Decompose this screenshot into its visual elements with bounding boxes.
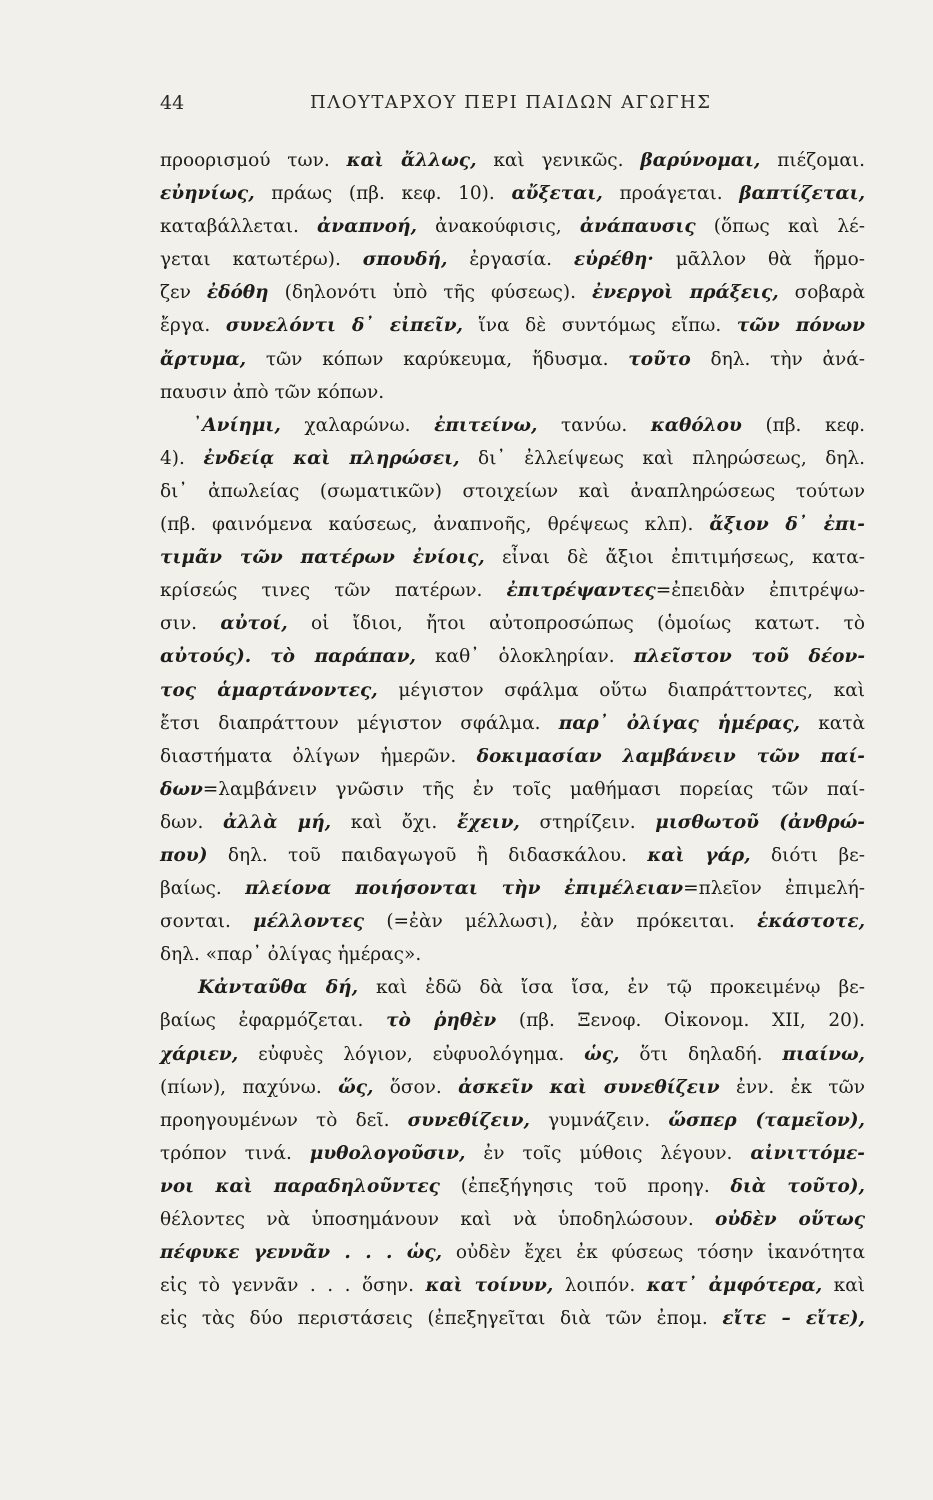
- text-line: [160, 144, 865, 177]
- text-line: [160, 1038, 865, 1071]
- gloss-text: ἐν τοῖς μύθοις λέγουν.: [465, 1142, 751, 1164]
- gloss-text: [251, 646, 270, 667]
- gloss-text: βαίως ἐφαρμόζεται.: [160, 1010, 387, 1032]
- text-line: [160, 442, 865, 475]
- gloss-text: καὶ ἐδῶ δὰ ἴσα ἴσα, ἐν τῷ προκειμένῳ βε-: [358, 977, 866, 999]
- headword: εἴτε – εἴτε),: [722, 1308, 865, 1330]
- text-line: [160, 1236, 865, 1269]
- gloss-text: σοβαρὰ: [778, 282, 865, 304]
- gloss-text: γεται κατωτέρω).: [160, 249, 363, 271]
- headword: ἐπιτείνω,: [434, 414, 538, 436]
- gloss-text: δηλ. «παρ᾽ ὀλίγας ἡμέρας».: [160, 944, 422, 966]
- headword: ἑκάστοτε,: [757, 911, 866, 933]
- gloss-text: γυμνάζειν.: [529, 1109, 669, 1131]
- gloss-text: παυσιν ἀπὸ τῶν κόπων.: [160, 381, 385, 403]
- headword: πλείονα ποιήσονται τὴν ἐπιμέλειαν: [245, 878, 684, 900]
- headword: οὐδὲν οὕτως: [715, 1209, 866, 1230]
- headword: ὥσπερ (ταμεῖον),: [668, 1109, 865, 1131]
- gloss-text: ἀνακούφισις,: [416, 216, 580, 238]
- page-number: 44: [160, 92, 185, 114]
- gloss-text: λοιπόν.: [553, 1275, 647, 1297]
- headword: ἔχειν,: [456, 811, 520, 833]
- gloss-text: τρόπον τινά.: [160, 1142, 310, 1164]
- text-line: [160, 1302, 865, 1335]
- headword: πιαίνω,: [782, 1043, 865, 1065]
- text-line: [160, 740, 865, 773]
- headword: ἀναπνοή,: [317, 216, 417, 238]
- headword: ἐνδείᾳ καὶ πληρώσει,: [203, 447, 460, 469]
- gloss-text: οἱ ἴδιοι, ἤτοι αὐτοπροσώπως (ὁμοίως κατωτ. τὸ: [287, 613, 865, 635]
- gloss-text: (πίων), παχύνω.: [160, 1076, 339, 1098]
- headword: τοῦτο: [628, 348, 691, 370]
- gloss-text: καὶ γενικῶς.: [476, 150, 641, 171]
- text-line: [160, 707, 865, 740]
- text-line: [160, 177, 865, 210]
- gloss-text: οὐδὲν ἔχει ἐκ φύσεως τόσην ἱκανότητα: [442, 1242, 866, 1264]
- gloss-text: ζεν: [160, 282, 207, 304]
- gloss-text: δι᾽ ἀπωλείας (σωματικῶν) στοιχείων καὶ ἀναπληρώσεως τούτων: [160, 480, 865, 502]
- headword: καὶ γάρ,: [647, 844, 751, 866]
- text-line: [160, 1004, 865, 1037]
- headword: βαπτίζεται,: [739, 183, 866, 205]
- gloss-text: =λαμβάνειν γνῶσιν τῆς ἐν τοῖς μαθήμασι πορείας τῶν παί-: [202, 778, 865, 800]
- headword: ἀσκεῖν καὶ συνεθίζειν: [458, 1076, 720, 1098]
- gloss-text: δηλ. τὴν ἀνά-: [690, 348, 865, 370]
- headword: βαρύνομαι,: [640, 150, 761, 171]
- text-line: [160, 243, 865, 276]
- text-line: [160, 409, 865, 442]
- gloss-text: εἰς τὰς δύο περιστάσεις (ἐπεξηγεῖται διὰ τῶν ἐπομ.: [160, 1308, 723, 1330]
- gloss-text: (ὅπως καὶ λέ-: [695, 216, 865, 238]
- headword: συνελόντι δ᾽ εἰπεῖν,: [225, 315, 463, 337]
- text-line: [160, 1071, 865, 1104]
- text-line: [160, 839, 865, 872]
- text-line: [160, 210, 865, 243]
- gloss-text: (δηλονότι ὑπὸ τῆς φύσεως).: [268, 282, 592, 304]
- gloss-text: εὐφυὲς λόγιον, εὐφυολόγημα.: [238, 1043, 585, 1065]
- headword: νοι καὶ παραδηλοῦντες: [160, 1175, 440, 1197]
- headword: αὐτοί,: [220, 613, 288, 635]
- gloss-text: διαστήματα ὀλίγων ἡμερῶν.: [160, 745, 477, 767]
- gloss-text: (πβ. κεφ.: [741, 414, 866, 436]
- page-header: [160, 92, 780, 122]
- headword: τὸ ῥηθὲν: [386, 1010, 497, 1032]
- headword: πλεῖστον τοῦ δέον-: [633, 646, 865, 668]
- gloss-text: (=ἐὰν μέλλωσι), ἐὰν πρόκειται.: [364, 911, 758, 933]
- headword: πέφυκε γεννᾶν . . . ὡς,: [160, 1242, 443, 1264]
- gloss-text: ἐργασία.: [447, 249, 574, 271]
- headword: μυθολογοῦσιν,: [309, 1142, 466, 1164]
- gloss-text: στηρίζειν.: [519, 811, 656, 833]
- gloss-text: πράως (πβ. κεφ. 10).: [254, 183, 512, 205]
- headword: δοκιμασίαν λαμβάνειν τῶν παί-: [476, 745, 865, 767]
- gloss-text: σονται.: [160, 911, 254, 933]
- gloss-text: εἶναι δὲ ἄξιοι ἐπιτιμήσεως, κατα-: [484, 547, 865, 569]
- running-head: ΠΛΟΥΤΑΡΧΟΥ ΠΕΡΙ ΠΑΙΔΩΝ ΑΓΩΓΗΣ: [310, 92, 712, 113]
- headword: καὶ ἄλλως,: [346, 150, 477, 171]
- headword: ἐπιτρέψαντες: [506, 580, 656, 602]
- text-line: [160, 343, 865, 376]
- gloss-text: ἐνν. ἐκ τῶν: [719, 1076, 865, 1098]
- text-line: [160, 1203, 865, 1236]
- gloss-text: ἔτσι διαπράττουν μέγιστον σφάλμα.: [160, 712, 559, 734]
- gloss-text: θέλοντες νὰ ὑποσημάνουν καὶ νὰ ὑποδηλώσουν.: [160, 1209, 716, 1230]
- gloss-text: κρίσεώς τινες τῶν πατέρων.: [160, 580, 507, 602]
- gloss-text: προηγουμένων τὸ δεῖ.: [160, 1109, 408, 1131]
- gloss-text: =πλεῖον ἐπιμελή-: [683, 878, 866, 900]
- gloss-text: κατὰ: [800, 712, 865, 734]
- gloss-text: πιέζομαι.: [760, 150, 866, 171]
- text-line: [160, 541, 865, 574]
- gloss-text: χαλαρώνω.: [280, 414, 435, 436]
- headword: ὡς,: [584, 1043, 620, 1065]
- headword: τιμᾶν τῶν πατέρων ἐνίοις,: [160, 547, 485, 569]
- headword: χάριεν,: [160, 1043, 239, 1065]
- headword: ἐνεργοὶ πράξεις,: [592, 282, 779, 304]
- headword: καθόλου: [650, 414, 742, 436]
- gloss-text: τανύω.: [537, 414, 651, 436]
- text-line: [160, 1137, 865, 1170]
- gloss-text: 4).: [160, 447, 204, 469]
- gloss-text: σιν.: [160, 613, 221, 635]
- headword: εὐηνίως,: [160, 183, 255, 205]
- headword: αἰνιττόμε-: [750, 1142, 865, 1164]
- text-line: [160, 806, 865, 839]
- text-line: [160, 1269, 865, 1302]
- text-line: [160, 773, 865, 806]
- gloss-text: τῶν κόπων καρύκευμα, ἥδυσμα.: [246, 348, 629, 370]
- gloss-text: εἰς τὸ γεννᾶν . . . ὅσην.: [160, 1275, 426, 1297]
- text-line: [160, 475, 865, 508]
- headword: ἀλλὰ μή,: [223, 811, 332, 833]
- headword: τῶν πόνων: [736, 315, 866, 337]
- gloss-text: ὅτι δηλαδή.: [619, 1043, 783, 1065]
- commentary-text: [160, 144, 865, 1335]
- headword: παρ᾽ ὀλίγας ἡμέρας,: [558, 712, 801, 734]
- headword: διὰ τοῦτο),: [730, 1175, 865, 1197]
- headword: συνεθίζειν,: [407, 1109, 530, 1131]
- headword: Ανίημι,: [202, 414, 281, 436]
- gloss-text: ᾽: [193, 414, 203, 436]
- headword: σπουδή,: [362, 249, 448, 271]
- text-line: [160, 1170, 865, 1203]
- text-line: [160, 508, 865, 541]
- headword: ἐδόθη: [206, 282, 269, 304]
- text-line: [160, 607, 865, 640]
- text-line: [160, 674, 865, 707]
- gloss-text: καθ᾽ ὁλοκληρίαν.: [416, 646, 634, 668]
- gloss-text: ἵνα δὲ συντόμως εἴπω.: [462, 315, 737, 337]
- headword: καὶ τοίνυν,: [425, 1275, 554, 1297]
- gloss-text: (πβ. Ξενοφ. Οἰκονομ. XII, 20).: [496, 1010, 866, 1032]
- gloss-text: δηλ. τοῦ παιδαγωγοῦ ἢ διδασκάλου.: [207, 844, 648, 866]
- headword: εὑρέθη·: [573, 249, 654, 271]
- headword: κατ᾽ ἀμφότερα,: [646, 1275, 823, 1297]
- text-line: [160, 276, 865, 309]
- headword: ὥς,: [338, 1076, 374, 1098]
- headword: ἄρτυμα,: [160, 348, 247, 370]
- text-line: [160, 1104, 865, 1137]
- gloss-text: (ἐπεξήγησις τοῦ προηγ.: [439, 1175, 731, 1197]
- gloss-text: (πβ. φαινόμενα καύσεως, ἀναπνοῆς, θρέψεως κλπ).: [160, 514, 710, 536]
- gloss-text: βαίως.: [160, 878, 246, 900]
- text-line: [160, 905, 865, 938]
- text-line: [160, 640, 865, 673]
- gloss-text: καὶ ὄχι.: [331, 811, 457, 833]
- text-line: [160, 376, 865, 409]
- gloss-text: ὅσον.: [373, 1076, 459, 1098]
- headword: τος ἁμαρτάνοντες,: [160, 679, 378, 701]
- gloss-text: προορισμού των.: [160, 150, 347, 171]
- gloss-text: καὶ: [822, 1275, 865, 1297]
- headword: ἀνάπαυσις: [579, 216, 696, 238]
- headword: που): [160, 844, 208, 866]
- headword: μέλλοντες: [253, 911, 365, 933]
- gloss-text: μέγιστον σφάλμα οὕτω διαπράττοντες, καὶ: [377, 679, 865, 701]
- headword: μισθωτοῦ (ἀνθρώ-: [655, 811, 865, 833]
- headword: τὸ παράπαν,: [270, 646, 416, 668]
- text-line: [160, 971, 865, 1004]
- gloss-text: προάγεται.: [602, 183, 740, 205]
- gloss-text: μᾶλλον θὰ ἥρμο-: [653, 249, 866, 271]
- gloss-text: ἔργα.: [160, 315, 226, 337]
- headword: αὐτούς).: [160, 646, 252, 668]
- gloss-text: δι᾽ ἐλλείψεως καὶ πληρώσεως, δηλ.: [459, 447, 866, 469]
- gloss-text: δων.: [160, 811, 224, 833]
- text-line: [160, 872, 865, 905]
- gloss-text: καταβάλλεται.: [160, 216, 318, 238]
- headword: αὔξεται,: [511, 183, 603, 205]
- text-line: [160, 938, 865, 971]
- headword: δων: [160, 778, 203, 800]
- text-line: [160, 574, 865, 607]
- text-line: [160, 309, 865, 342]
- headword: ἄξιον δ᾽ ἐπι-: [709, 514, 865, 536]
- headword: Κἀνταῦθα δή,: [198, 977, 359, 999]
- gloss-text: =ἐπειδὰν ἐπιτρέψω-: [655, 580, 865, 602]
- gloss-text: διότι βε-: [750, 844, 865, 866]
